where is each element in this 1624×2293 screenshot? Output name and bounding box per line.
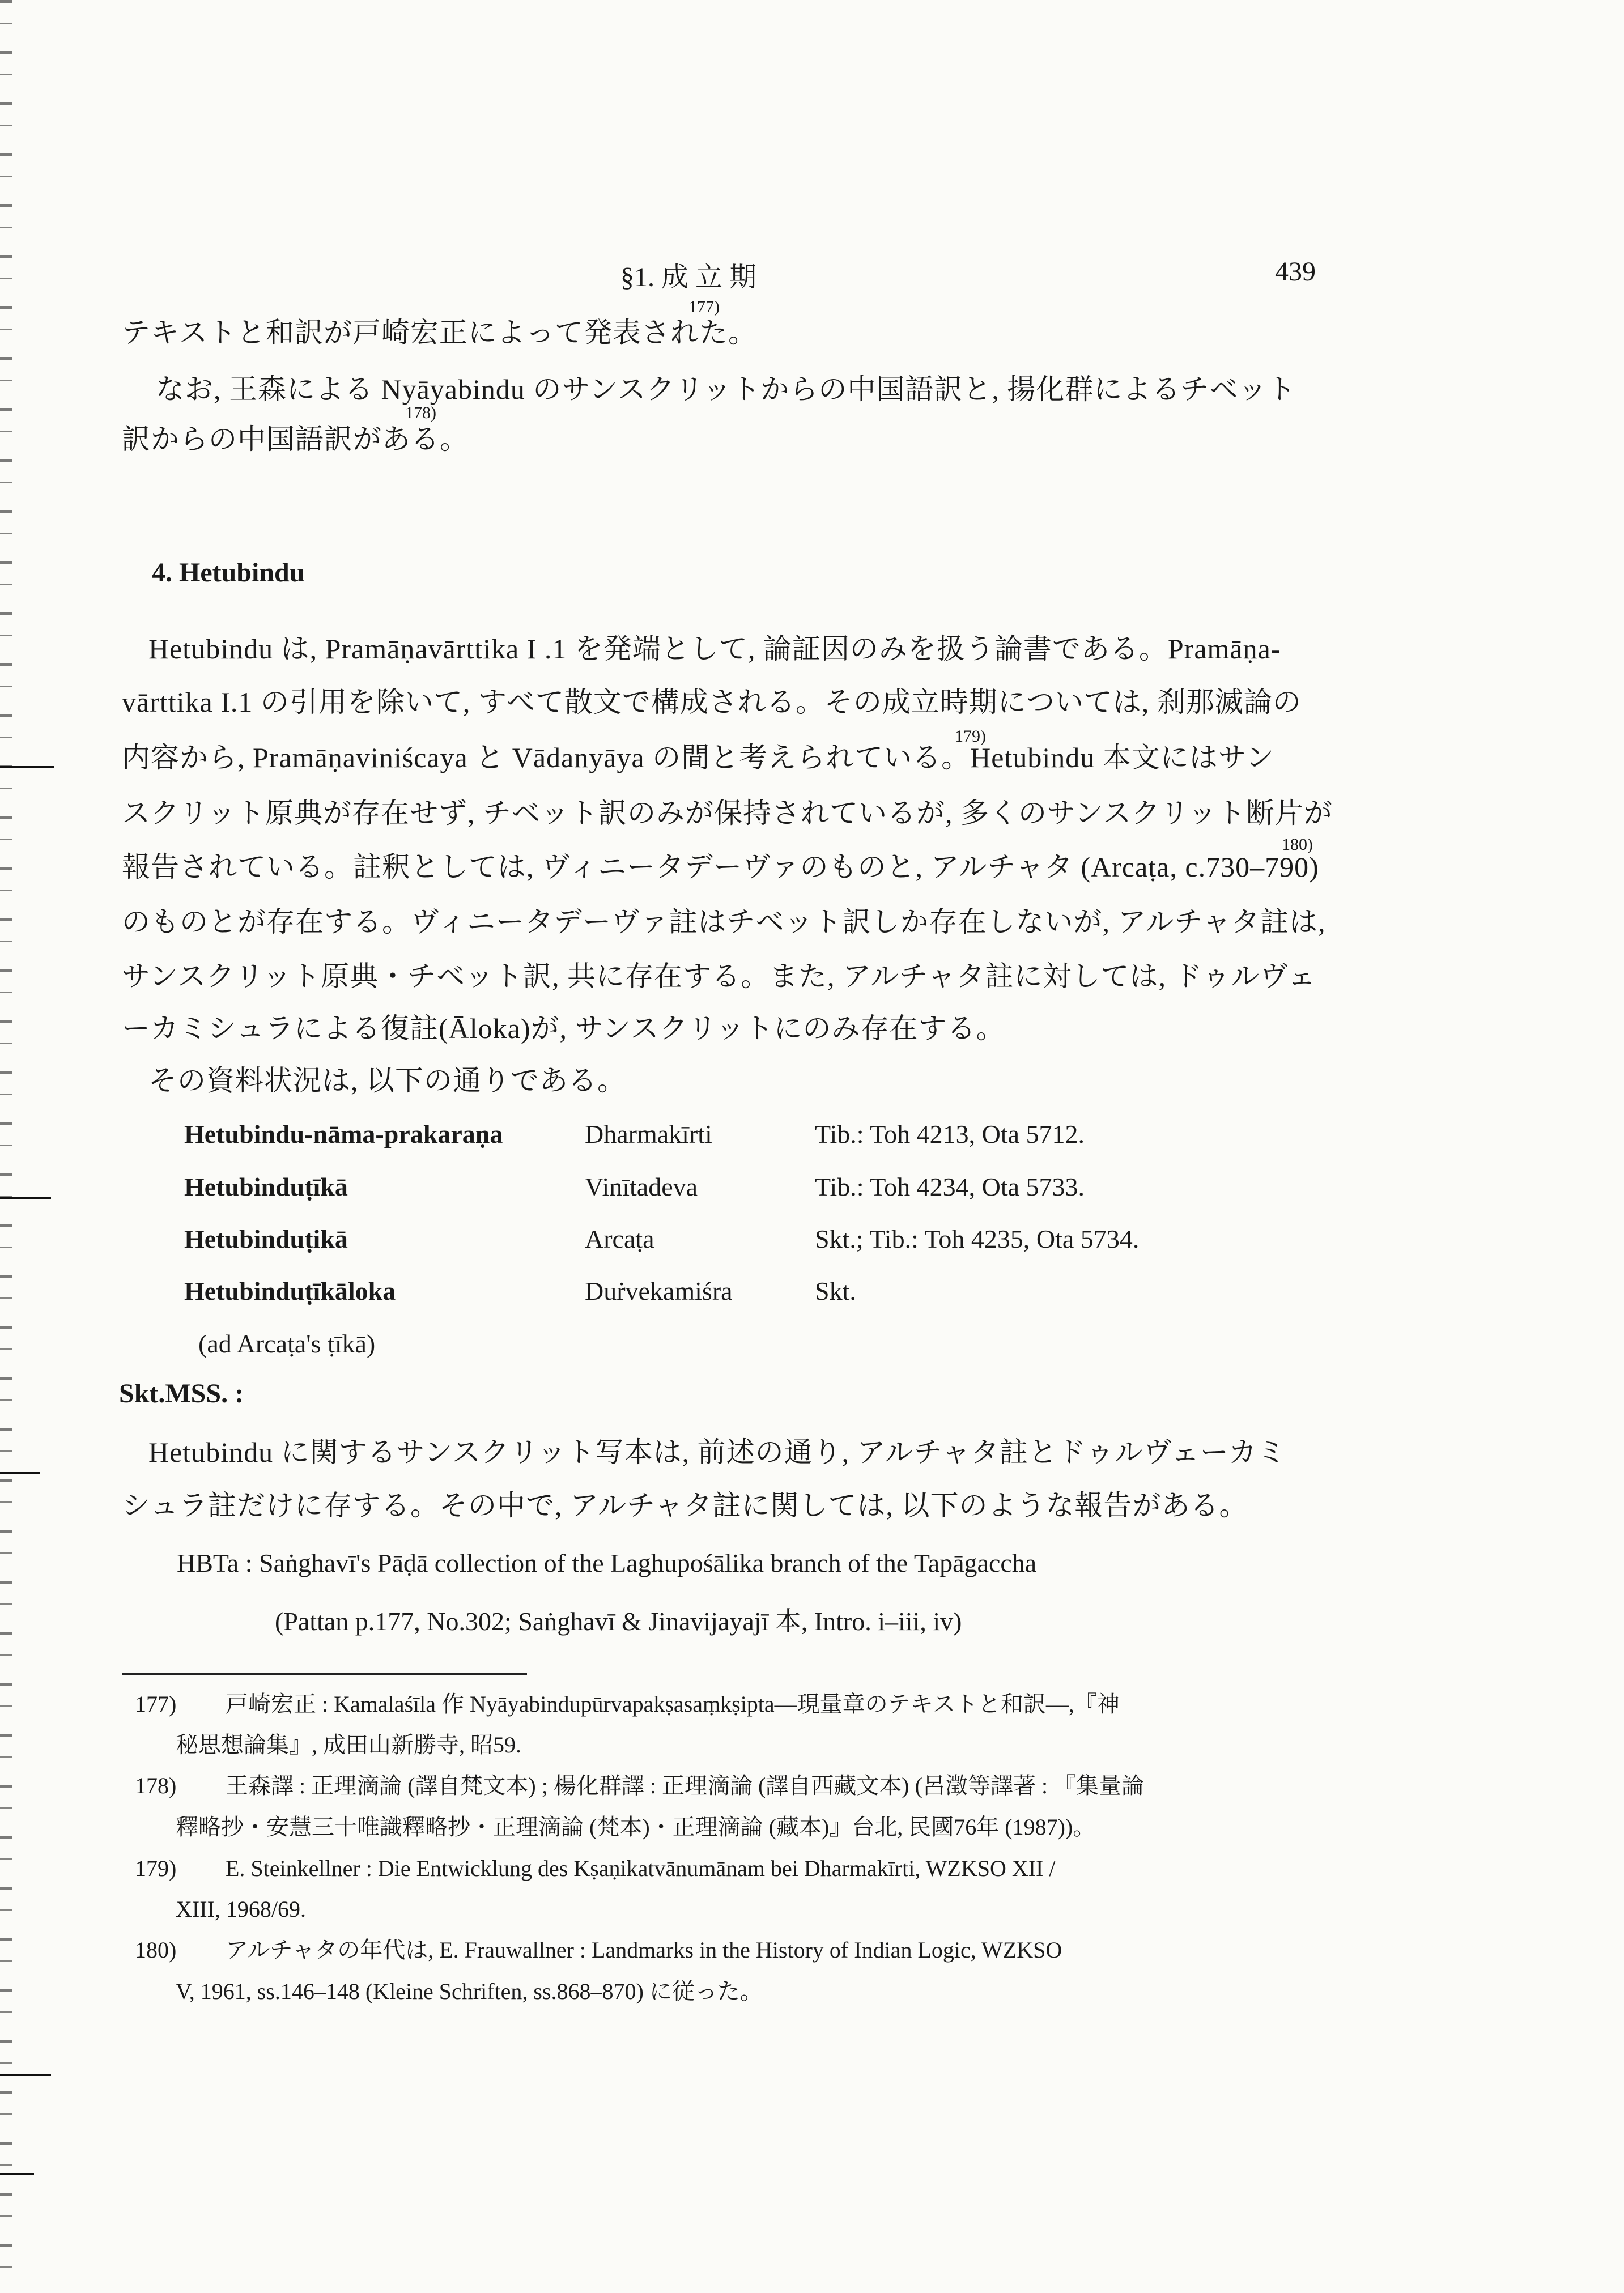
table-title: Hetubindu-nāma-prakaraṇa (184, 1120, 503, 1148)
page-number: 439 (1275, 257, 1316, 287)
scan-edge (0, 0, 12, 2293)
footnote-rule (122, 1673, 527, 1675)
table-author: Duṙvekamiśra (585, 1277, 733, 1305)
footnote-ref: 178) (405, 403, 436, 422)
footnote-number: 178) (135, 1773, 177, 1798)
scan-mark (0, 766, 54, 768)
paragraph-line: のものとが存在する。ヴィニータデーヴァ註はチベット訳しか存在しないが, アルチャタ註は, (122, 906, 1326, 938)
table-note: (ad Arcaṭa's ṭīkā) (198, 1329, 376, 1358)
paragraph-line: ーカミシュラによる復註(Āloka)が, サンスクリットにのみ存在する。 (122, 1013, 1005, 1044)
running-title: §1. 成 立 期 (620, 262, 757, 292)
table-ref: Tib.: Toh 4213, Ota 5712. (815, 1120, 1085, 1148)
paragraph-line: 内容から, Pramāṇaviniścaya と Vādanyāya の間と考えられている。Hetubindu 本文にはサン (122, 742, 1275, 773)
table-ref: Tib.: Toh 4234, Ota 5733. (815, 1172, 1085, 1201)
paragraph-line: vārttika I.1 の引用を除いて, すべて散文で構成される。その成立時期については, 刹那滅論の (122, 686, 1302, 718)
section-heading: 4. Hetubindu (152, 558, 305, 588)
table-title: Hetubinduṭīkāloka (184, 1277, 396, 1305)
mss-heading: Skt.MSS. : (119, 1379, 244, 1409)
table-author: Dharmakīrti (585, 1120, 712, 1148)
paragraph-line: サンスクリット原典・チベット訳, 共に存在する。また, アルチャタ註に対しては, ドゥルヴェ (122, 960, 1317, 992)
intro-line: 訳からの中国語訳がある。 (122, 423, 469, 455)
mss-line: シュラ註だけに存する。その中で, アルチャタ註に関しては, 以下のような報告がある。 (122, 1490, 1248, 1521)
paragraph-line: その資料状況は, 以下の通りである。 (148, 1065, 626, 1096)
table-author: Vinītadeva (585, 1172, 698, 1201)
mss-entry: HBTa : Saṅghavī's Pāḍā collection of the Laghupośālika branch of the Tapāgaccha (177, 1548, 1037, 1577)
footnote-ref: 177) (688, 297, 720, 316)
table-title: Hetubinduṭikā (184, 1224, 348, 1253)
footnote-text: V, 1961, ss.146–148 (Kleine Schriften, ss.868–870) に従った。 (176, 1979, 763, 2004)
table-ref: Skt.; Tib.: Toh 4235, Ota 5734. (815, 1224, 1140, 1253)
footnote-text: アルチャタの年代は, E. Frauwallner : Landmarks in the History of Indian Logic, WZKSO (226, 1937, 1062, 1963)
table-author: Arcaṭa (585, 1224, 654, 1253)
mss-line: Hetubindu に関するサンスクリット写本は, 前述の通り, アルチャタ註とドゥルヴェーカミ (148, 1436, 1286, 1468)
footnote-ref: 180) (1282, 835, 1313, 854)
table-title: Hetubinduṭīkā (184, 1172, 348, 1201)
paragraph-line: スクリット原典が存在せず, チベット訳のみが保持されているが, 多くのサンスクリット断片が (122, 797, 1333, 829)
footnote-ref: 179) (955, 727, 986, 746)
table-ref: Skt. (815, 1277, 856, 1305)
footnote-text: 秘思想論集』, 成田山新勝寺, 昭59. (176, 1732, 521, 1758)
scan-mark (0, 2074, 51, 2076)
scan-mark (0, 1472, 40, 1474)
footnote-number: 177) (135, 1691, 177, 1717)
mss-entry-detail: (Pattan p.177, No.302; Saṅghavī & Jinavijayajī 本, Intro. i–iii, iv) (275, 1607, 962, 1636)
footnote-text: 王森譯 : 正理滴論 (譯自梵文本) ; 楊化群譯 : 正理滴論 (譯自西藏文本) (呂澂等譯著 : 『集量論 (226, 1773, 1145, 1798)
footnote-number: 180) (135, 1937, 177, 1963)
intro-line: テキストと和訳が戸崎宏正によって発表された。 (122, 317, 757, 348)
paragraph-line: 報告されている。註釈としては, ヴィニータデーヴァのものと, アルチャタ (Arcaṭa, c.730–790) (122, 851, 1319, 883)
scan-mark (0, 1197, 51, 1199)
footnote-text: E. Steinkellner : Die Entwicklung des Kṣaṇikatvānumānam bei Dharmakīrti, WZKSO XII / (226, 1856, 1056, 1881)
scan-mark (0, 2173, 34, 2175)
footnote-text: 戸崎宏正 : Kamalaśīla 作 Nyāyabindupūrvapakṣasaṃkṣipta—現量章のテキストと和訳—,『神 (226, 1691, 1120, 1717)
paragraph-line: Hetubindu は, Pramāṇavārttika I .1 を発端として, 論証因のみを扱う論書である。Pramāṇa- (148, 633, 1281, 665)
footnote-number: 179) (135, 1856, 177, 1881)
footnote-text: 釋略抄・安慧三十唯識釋略抄・正理滴論 (梵本)・正理滴論 (藏本)』台北, 民國76年 (1987))。 (176, 1814, 1096, 1840)
footnote-text: XIII, 1968/69. (176, 1896, 306, 1922)
intro-line: なお, 王森による Nyāyabindu のサンスクリットからの中国語訳と, 揚化群によるチベット (156, 373, 1296, 405)
